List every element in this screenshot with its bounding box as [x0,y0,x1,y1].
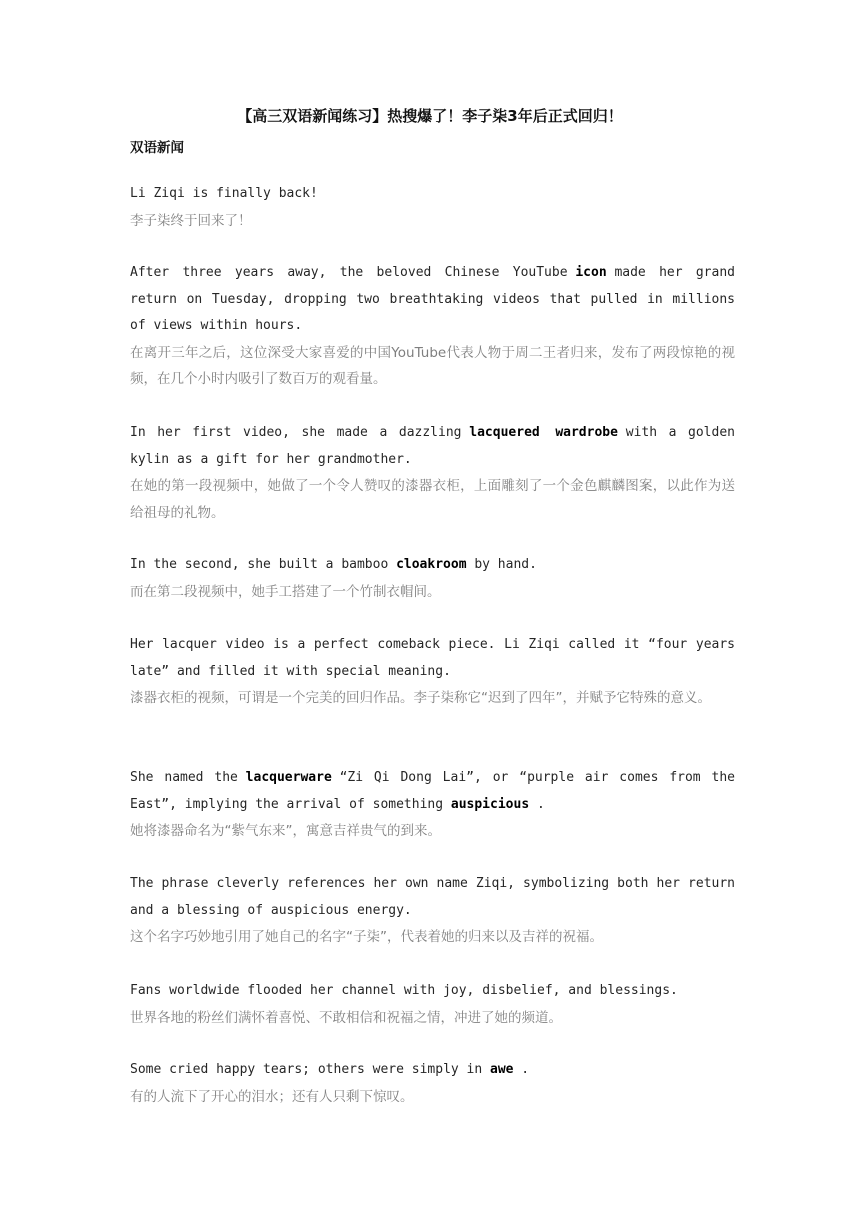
chinese-translation: 而在第二段视频中，她手工搭建了一个竹制衣帽间。 [130,583,441,600]
english-sentence: She named the lacquerware “Zi Qi Dong Lai”, or “purple air comes from the East”, implying the arrival of something auspicious . [130,770,735,812]
english-sentence: Fans worldwide flooded her channel with joy, disbelief, and blessings. [130,983,678,998]
news-paragraph [130,420,735,526]
english-sentence: Some cried happy tears; others were simply in awe . [130,1062,530,1077]
english-sentence: Li Ziqi is finally back! [130,186,318,201]
vocabulary-keyword: lacquerware [245,770,332,785]
news-paragraph [130,1057,735,1110]
vocabulary-keyword: icon [575,265,607,280]
english-sentence: After three years away, the beloved Chinese YouTube icon made her grand return on Tuesday, dropping two breathtaking videos that pulled in millions of views within hours. [130,265,735,333]
chinese-translation: 她将漆器命名为“紫气东来”，寓意吉祥贵气的到来。 [130,823,441,839]
chinese-translation: 李子柒终于回来了！ [130,212,252,229]
news-paragraph [130,552,735,605]
vocabulary-keyword: auspicious [450,796,530,812]
chinese-translation: 在离开三年之后，这位深受大家喜爱的中国YouTube代表人物于周二王者归来，发布了两段惊艳的视频，在几个小时内吸引了数百万的观看量。 [130,344,735,387]
vocabulary-keyword: cloakroom [396,557,467,572]
vocabulary-keyword: lacquered [469,425,540,440]
english-sentence: In the second, she built a bamboo cloakroom by hand. [130,557,537,572]
vocabulary-keyword: awe [490,1062,514,1077]
chinese-translation: 在她的第一段视频中，她做了一个令人赞叹的漆器衣柜，上面雕刻了一个金色麒麟图案，以此作为送给祖母的礼物。 [130,478,735,521]
news-paragraph [130,260,735,393]
chinese-translation: 这个名字巧妙地引用了她自己的名字“子柒”，代表着她的归来以及吉祥的祝福。 [130,929,603,945]
chinese-translation: 漆器衣柜的视频，可谓是一个完美的回归作品。李子柒称它“迟到了四年”，并赋予它特殊的意义。 [130,690,711,706]
news-paragraph [130,978,735,1031]
chinese-translation: 世界各地的粉丝们满怀着喜悦、不敢相信和祝福之情，冲进了她的频道。 [130,1009,562,1026]
section-heading: 双语新闻 [130,140,184,156]
english-sentence: In her first video, she made a dazzling lacquered wardrobe with a golden kylin as a gift for her grandmother. [130,425,735,467]
chinese-translation: 有的人流下了开心的泪水；还有人只剩下惊叹。 [130,1088,414,1105]
english-sentence: Her lacquer video is a perfect comeback piece. Li Ziqi called it “four years late” and filled it with special meaning. [130,637,735,679]
news-paragraph [130,765,735,845]
vocabulary-keyword: wardrobe [555,425,618,440]
english-sentence: The phrase cleverly references her own name Ziqi, symbolizing both her return and a blessing of auspicious energy. [130,876,735,918]
news-paragraph [130,632,735,712]
news-paragraph [130,181,735,234]
document-title: 【高三双语新闻练习】热搜爆了！李子柒3年后正式回归！ [237,107,623,125]
news-paragraph [130,871,735,951]
